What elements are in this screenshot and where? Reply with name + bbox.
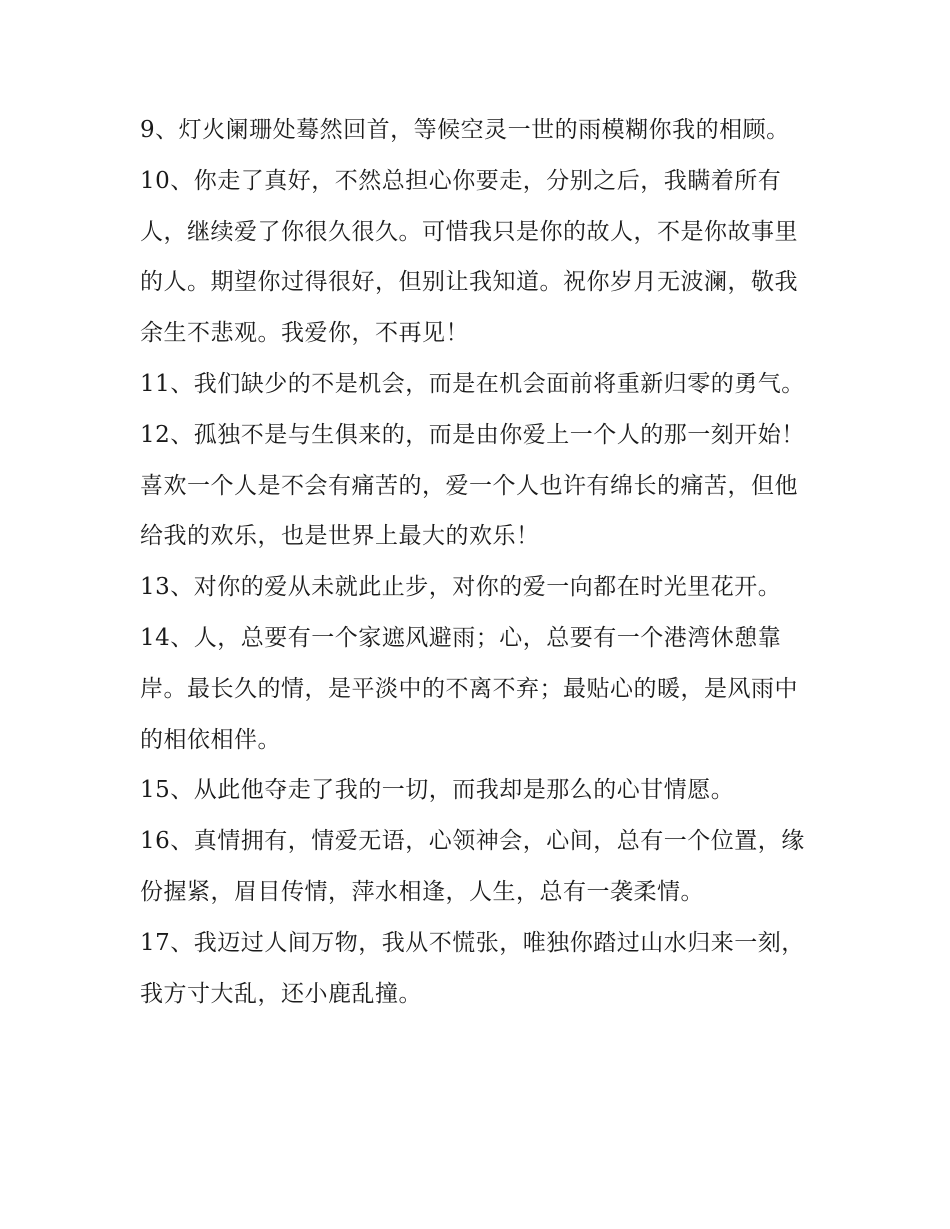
quote-entry-13: 13、对你的爱从未就此止步，对你的爱一向都在时光里花开。 [140, 574, 782, 601]
quote-entry-12: 12、孤独不是与生俱来的，而是由你爱上一个人的那一刻开始！喜欢一个人是不会有痛苦的，爱一个人也许有绵长的痛苦，但他给我的欢乐，也是世界上最大的欢乐！ [140, 421, 805, 550]
quote-entry-15: 15、从此他夺走了我的一切，而我却是那么的心甘情愿。 [140, 777, 735, 804]
quote-entry-17: 17、我迈过人间万物，我从不慌张，唯独你踏过山水归来一刻，我方寸大乱，还小鹿乱撞。 [140, 929, 805, 1007]
document-body [140, 105, 820, 1019]
quote-entry-11: 11、我们缺少的不是机会，而是在机会面前将重新归零的勇气。 [140, 370, 805, 397]
quote-entry-9: 9、灯火阑珊处蓦然回首，等候空灵一世的雨模糊你我的相顾。 [140, 117, 790, 143]
quote-entry-16: 16、真情拥有，情爱无语，心领神会，心间，总有一个位置，缘份握紧，眉目传情，萍水相逢，人生，总有一袭柔情。 [140, 828, 805, 905]
quote-entry-10: 10、你走了真好，不然总担心你要走，分别之后，我瞒着所有人，继续爱了你很久很久。可惜我只是你的故人，不是你故事里的人。期望你过得很好，但别让我知道。祝你岁月无波澜，敬我余生不悲观。我爱你，不再见！ [140, 167, 798, 347]
quote-entry-14: 14、人，总要有一个家遮风避雨；心，总要有一个港湾休憩靠岸。最长久的情，是平淡中的不离不弃；最贴心的暖，是风雨中的相依相伴。 [140, 624, 798, 753]
